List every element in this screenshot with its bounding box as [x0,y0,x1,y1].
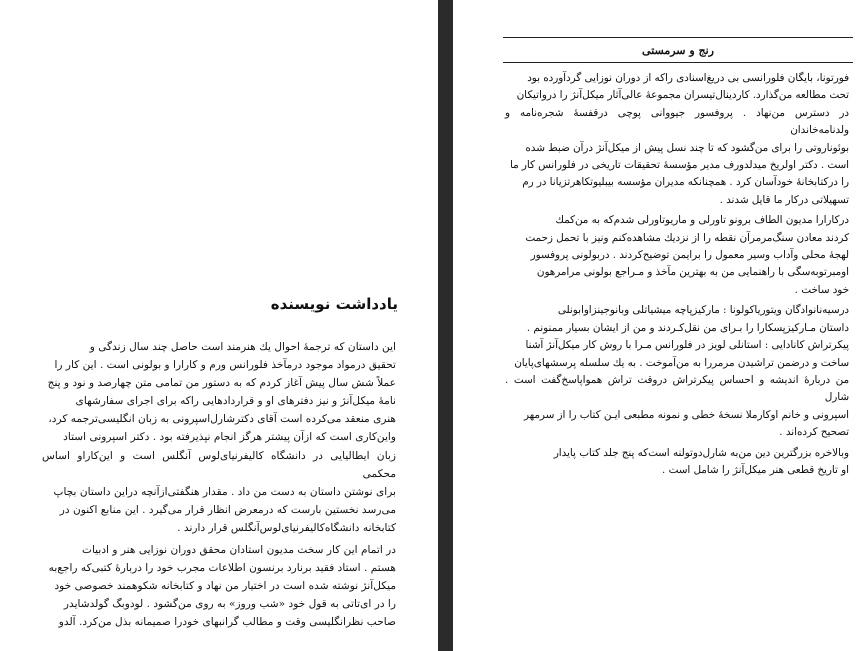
text-line: است . دکتر اولریخ میدلدورف مدیر مؤسسهٔ تحقیقات تاریخی در فلورانس کار ما [509,159,849,172]
text-line: اومبرتوبه‌سگی با راهنمایی من به بهترین مآخذ و مـراجع بولونی مرامرهون [536,266,849,279]
text-line: درسیه‌نانوادگان ویتوریاکولونا : مارکیزپاچه میشیاتلی وبانوجینزاوابونلی [557,304,849,317]
text-line: را در اى‌تاتی به قول خود «شب وروز» به روی من‌گشود . لودوبگ‌ گولدشایدر [63,598,396,611]
text-line: تصحیح کرده‌اند . [779,426,849,439]
text-line: من دربارهٔ اندیشه و احساس پیکرتراش دروقت تراش همواپاسخ‌گفت است . شارل [505,373,849,404]
text-line: هستم . استاد فقید برنارد برنسون اطلاعات مجرب خود را دربارهٔ کتبی‌که راجع‌به [48,562,396,575]
text-line: پیکرتراش کانادایی : استانلی لویز در فلورانس مـرا با روش کار میکل‌آنژ آشنا [525,339,849,352]
text-line: در اتمام این کار سخت مدیون استادان محقق دوران نوزایی هنر و ادبیات [81,544,396,557]
text-line: تحقیق درمواد موجود درمآخذ فلورانس ورم و کارارا و بولونی است . این کار را [54,359,396,372]
book-gutter [438,0,453,651]
right-body-text [505,70,849,479]
text-line: تحت مطالعه من‌گذارد. کاردینال‌تیسران مجموعهٔ عالی‌آثار میکل‌آنژ را درواتیکان [516,89,849,102]
text-line: کتابخانه دانشگاه‌کالیفرنیای‌لوس‌آنگلس قرار دارند . [177,521,396,534]
text-line: تسهیلاتی درکار ما قایل شدند . [719,193,849,206]
chapter-title: یادداشت نویسنده [270,295,398,313]
text-line: هنری منعقد می‌کرده است آقای دکترشارل‌اسپرونی به زبان انگلیسی‌ترجمه کرد، [48,413,396,426]
text-line: عملاً شش سال پیش آغاز کردم که به دستور من تمامی متن چهارصد و نود و پنج [47,377,396,390]
paragraph [505,445,849,480]
text-line: صاحب نظرانگلیسی وقت و مطالب گرانبهای خودرا صمیمانه بذل من‌کرد. آلدو [58,616,396,629]
right-page [453,0,867,651]
paragraph [42,338,396,537]
text-line: واین‌کاری است که ازآن پیشتر هرگز انجام نپذیرفته بود . دکتر اسپرونی استاد [63,431,396,444]
header-rule-bottom [503,62,853,63]
text-line: این داستان که ترجمهٔ احوال یك هنرمند است حاصل چند سال زندگی و [89,341,396,353]
header-rule-top [503,37,853,38]
text-line: ساخت و درضمن تراشیدن مرمررا به من‌آموخت . به یك سلسله پرسشهای‌پایان [514,356,849,369]
text-line: درکارارا مدیون الطاف برونو تاورلی و ماریوتاورلی شدم‌که به من‌کمك [555,214,849,227]
text-line: میکل‌آنژ نوشته شده است در اختیار من نهاد و کتابخانه شکوهمند خصوصی خود [54,580,396,593]
paragraph [505,302,849,441]
text-line: زبان ایطالیایی در دانشگاه کالیفرنیای‌لوس آنگلس است و این‌کاراو اساس محکمی [42,449,396,480]
text-line: برای نوشتن داستان به دست من داد . مقدار هنگفتی‌ازآنچه دراین داستان بچاپ [53,485,396,498]
text-line: می‌رسد نخستین بارست که درمعرض انظار قرار می‌گیرد . این منابع اکنون در [59,503,396,516]
text-line: او تاریخ قطعی هنر میکل‌آنژ را شامل است . [662,463,849,476]
text-line: فورتونا، بایگان فلورانسی بی دریغ‌اسنادی راکه از دوران نوزایی گردآورده بود [527,72,849,84]
text-line: وبالاخره بزرگترین دین من‌به شارل‌دوتولنه است‌که پنج جلد کتاب پایدار [553,446,849,459]
text-line: بوئوناروتی را برای من‌گشود که تا چند نسل پیش از میکل‌آنژ درآن ضبط شده [525,141,849,154]
running-header: رنج و سرمستی [642,44,714,57]
text-line: لهجهٔ محلی وآداب وسیر معمول را برایمن توضیح‌کردند . دربولونی پروفسور [530,249,849,262]
left-body-text [42,338,396,632]
text-line: را درکتابخانهٔ خودآسان کرد . همچنانکه مدیران مؤسسه بیبلیوتکاهرتزیانا در رم [522,176,849,189]
text-line: در دسترس من‌نهاد . پروفسور جیووانی پوچی درقفسهٔ شجره‌نامه و ولدنامه‌خاندان [505,106,849,137]
paragraph [505,212,849,299]
text-line: خود ساخت . [794,283,849,296]
paragraph [505,70,849,209]
paragraph [42,541,396,631]
text-line: نامهٔ میکل‌آنژ و نیز دفترهای او و قراردادهایی راکه برای اجرای سفارشهای [75,395,396,408]
text-line: کردند معادن سنگ‌مرمرآن نقطه را از نزدیك مشاهده‌کنم ونیز با تحمل زحمت [525,231,849,244]
text-line: اسپرونی و خانم اوکارملا نسخهٔ خطی و نمونه مطبعی ایـن کتاب را از سرمهر [523,408,849,421]
text-line: داستان مـارکیزپسکارا را بـرای من نقل‌کـردند و من از ایشان بسیار ممنونم . [526,321,849,334]
